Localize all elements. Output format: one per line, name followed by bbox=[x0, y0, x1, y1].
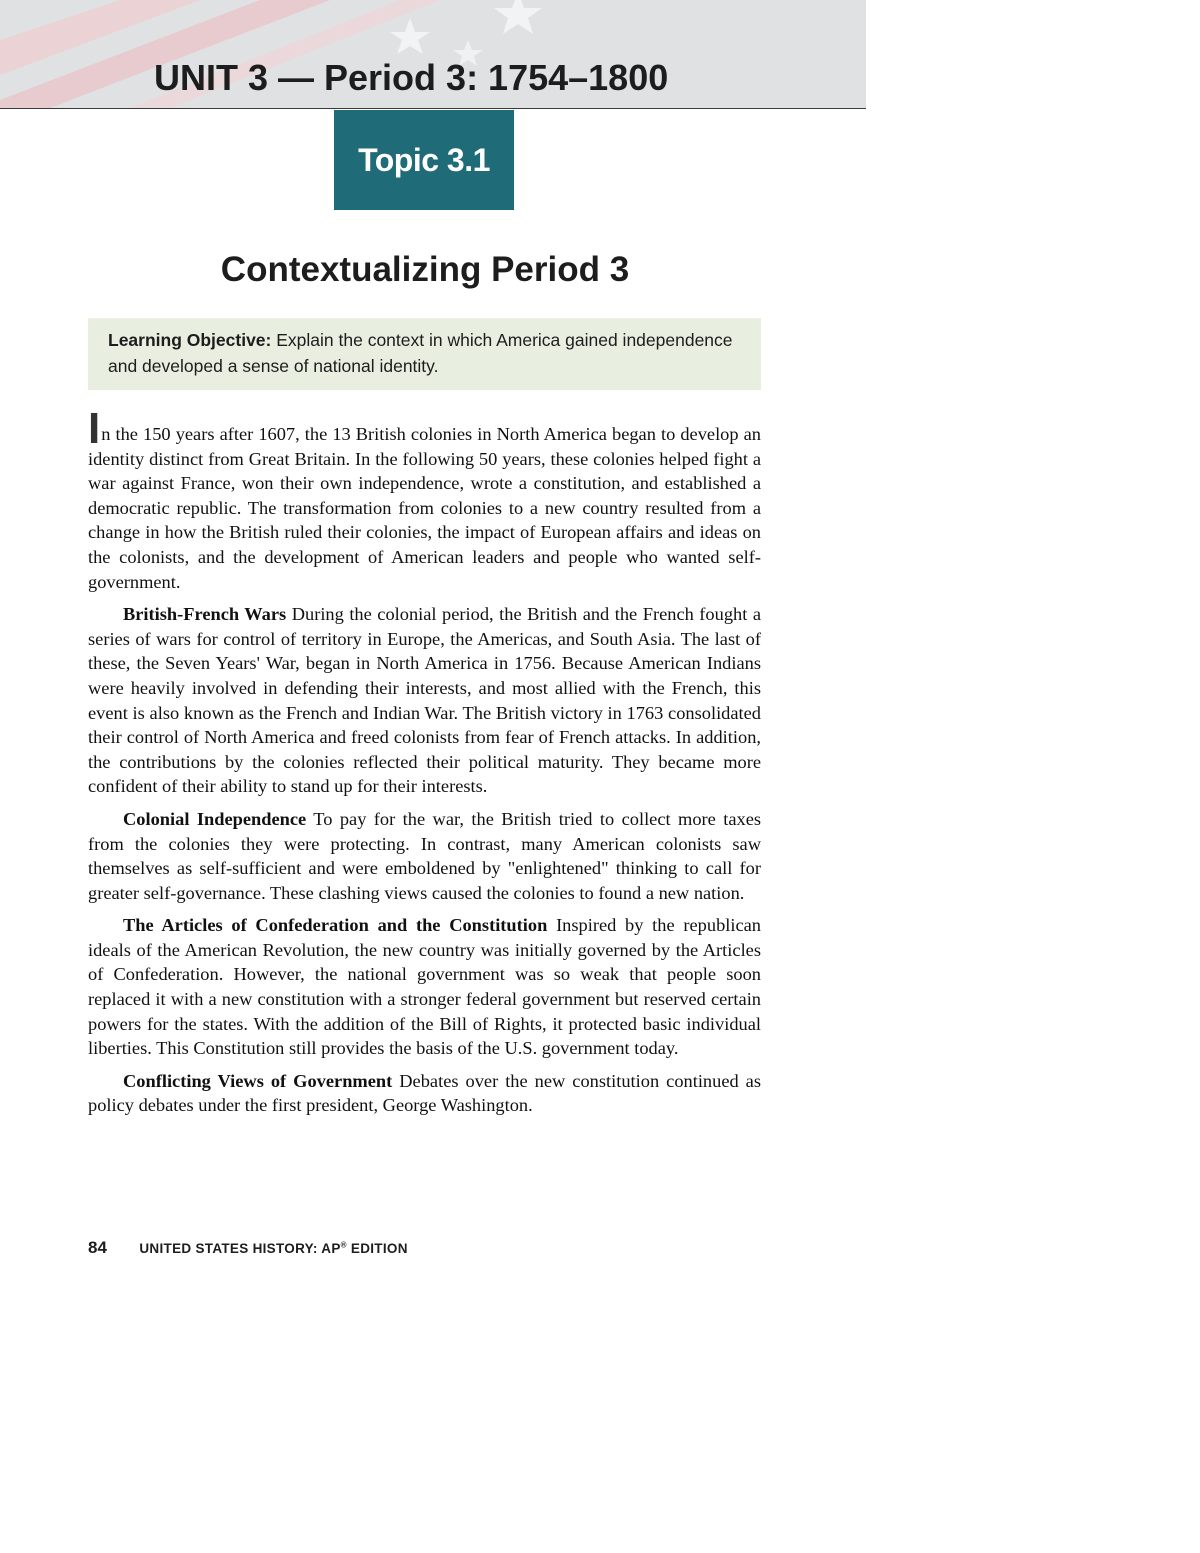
unit-title: UNIT 3 — Period 3: 1754–1800 bbox=[154, 57, 669, 98]
learning-objective-box bbox=[88, 318, 761, 390]
section-text: During the colonial period, the British and the French fought a series of wars for control of territory in Europe, the Americas, and South Asia. The last of these, the Seven Years' War, began in North America in 1756. Because American Indians were heavily involved in defending their interests, and most allied with the French, this event is also known as the French and Indian War. The British victory in 1763 consolidated their control of North America and freed colonists from fear of French attacks. In addition, the contributions by the colonies reflected their political maturity. They became more confident of their ability to stand up for their interests. bbox=[88, 604, 761, 797]
section-text: To pay for the war, the British tried to collect more taxes from the colonies they were protecting. In contrast, many American colonists saw themselves as self-sufficient and were emboldened by "enlightened" thinking to call for greater self-governance. These clashing views caused the colonies to found a new nation. bbox=[88, 808, 762, 903]
section-paragraph bbox=[88, 602, 761, 799]
book-title-text: UNITED STATES HISTORY: AP bbox=[139, 1241, 341, 1256]
page-footer bbox=[88, 1238, 408, 1258]
section-paragraph bbox=[88, 807, 761, 905]
intro-paragraph bbox=[88, 404, 761, 594]
book-title bbox=[139, 1241, 407, 1256]
learning-objective-text: Explain the context in which America gained independence and developed a sense of national identity. bbox=[108, 330, 733, 376]
intro-text: n the 150 years after 1607, the 13 British colonies in North America began to develop an identity distinct from Great Britain. In the following 50 years, these colonies helped fight a war against France, won their own independence, wrote a constitution, and established a democratic republic. The transformation from colonies to a new country resulted from a change in how the British ruled their colonies, the impact of European affairs and ideas on the colonists, and the development of American leaders and people who wanted self-government. bbox=[88, 424, 761, 592]
section-heading: British-French Wars bbox=[123, 604, 287, 625]
section-text: Debates over the new constitution continued as policy debates under the first president, George Washington. bbox=[88, 1070, 761, 1116]
book-title-suffix: EDITION bbox=[346, 1241, 408, 1256]
section-text: Inspired by the republican ideals of the American Revolution, the new country was initially governed by the Articles of Confederation. However, the national government was so weak that people soon replaced it with a new constitution with a stronger federal government but reserved certain powers for the states. With the addition of the Bill of Rights, it protected basic individual liberties. This Constitution still provides the basis of the U.S. government today. bbox=[88, 915, 762, 1059]
topic-badge: Topic 3.1 bbox=[334, 110, 514, 210]
section-heading: Conflicting Views of Government bbox=[123, 1070, 393, 1091]
page-title: Contextualizing Period 3 bbox=[220, 250, 630, 289]
registered-mark: ® bbox=[340, 1240, 347, 1250]
section-heading: The Articles of Confederation and the Constitution bbox=[123, 915, 548, 936]
body-text bbox=[88, 404, 762, 1126]
section-heading: Colonial Independence bbox=[123, 808, 307, 829]
drop-cap: I bbox=[88, 404, 101, 453]
page-number: 84 bbox=[88, 1238, 107, 1257]
learning-objective-label: Learning Objective: bbox=[108, 330, 272, 350]
section-paragraph bbox=[88, 913, 761, 1061]
section-paragraph bbox=[88, 1069, 761, 1118]
unit-header-band bbox=[0, 0, 866, 109]
